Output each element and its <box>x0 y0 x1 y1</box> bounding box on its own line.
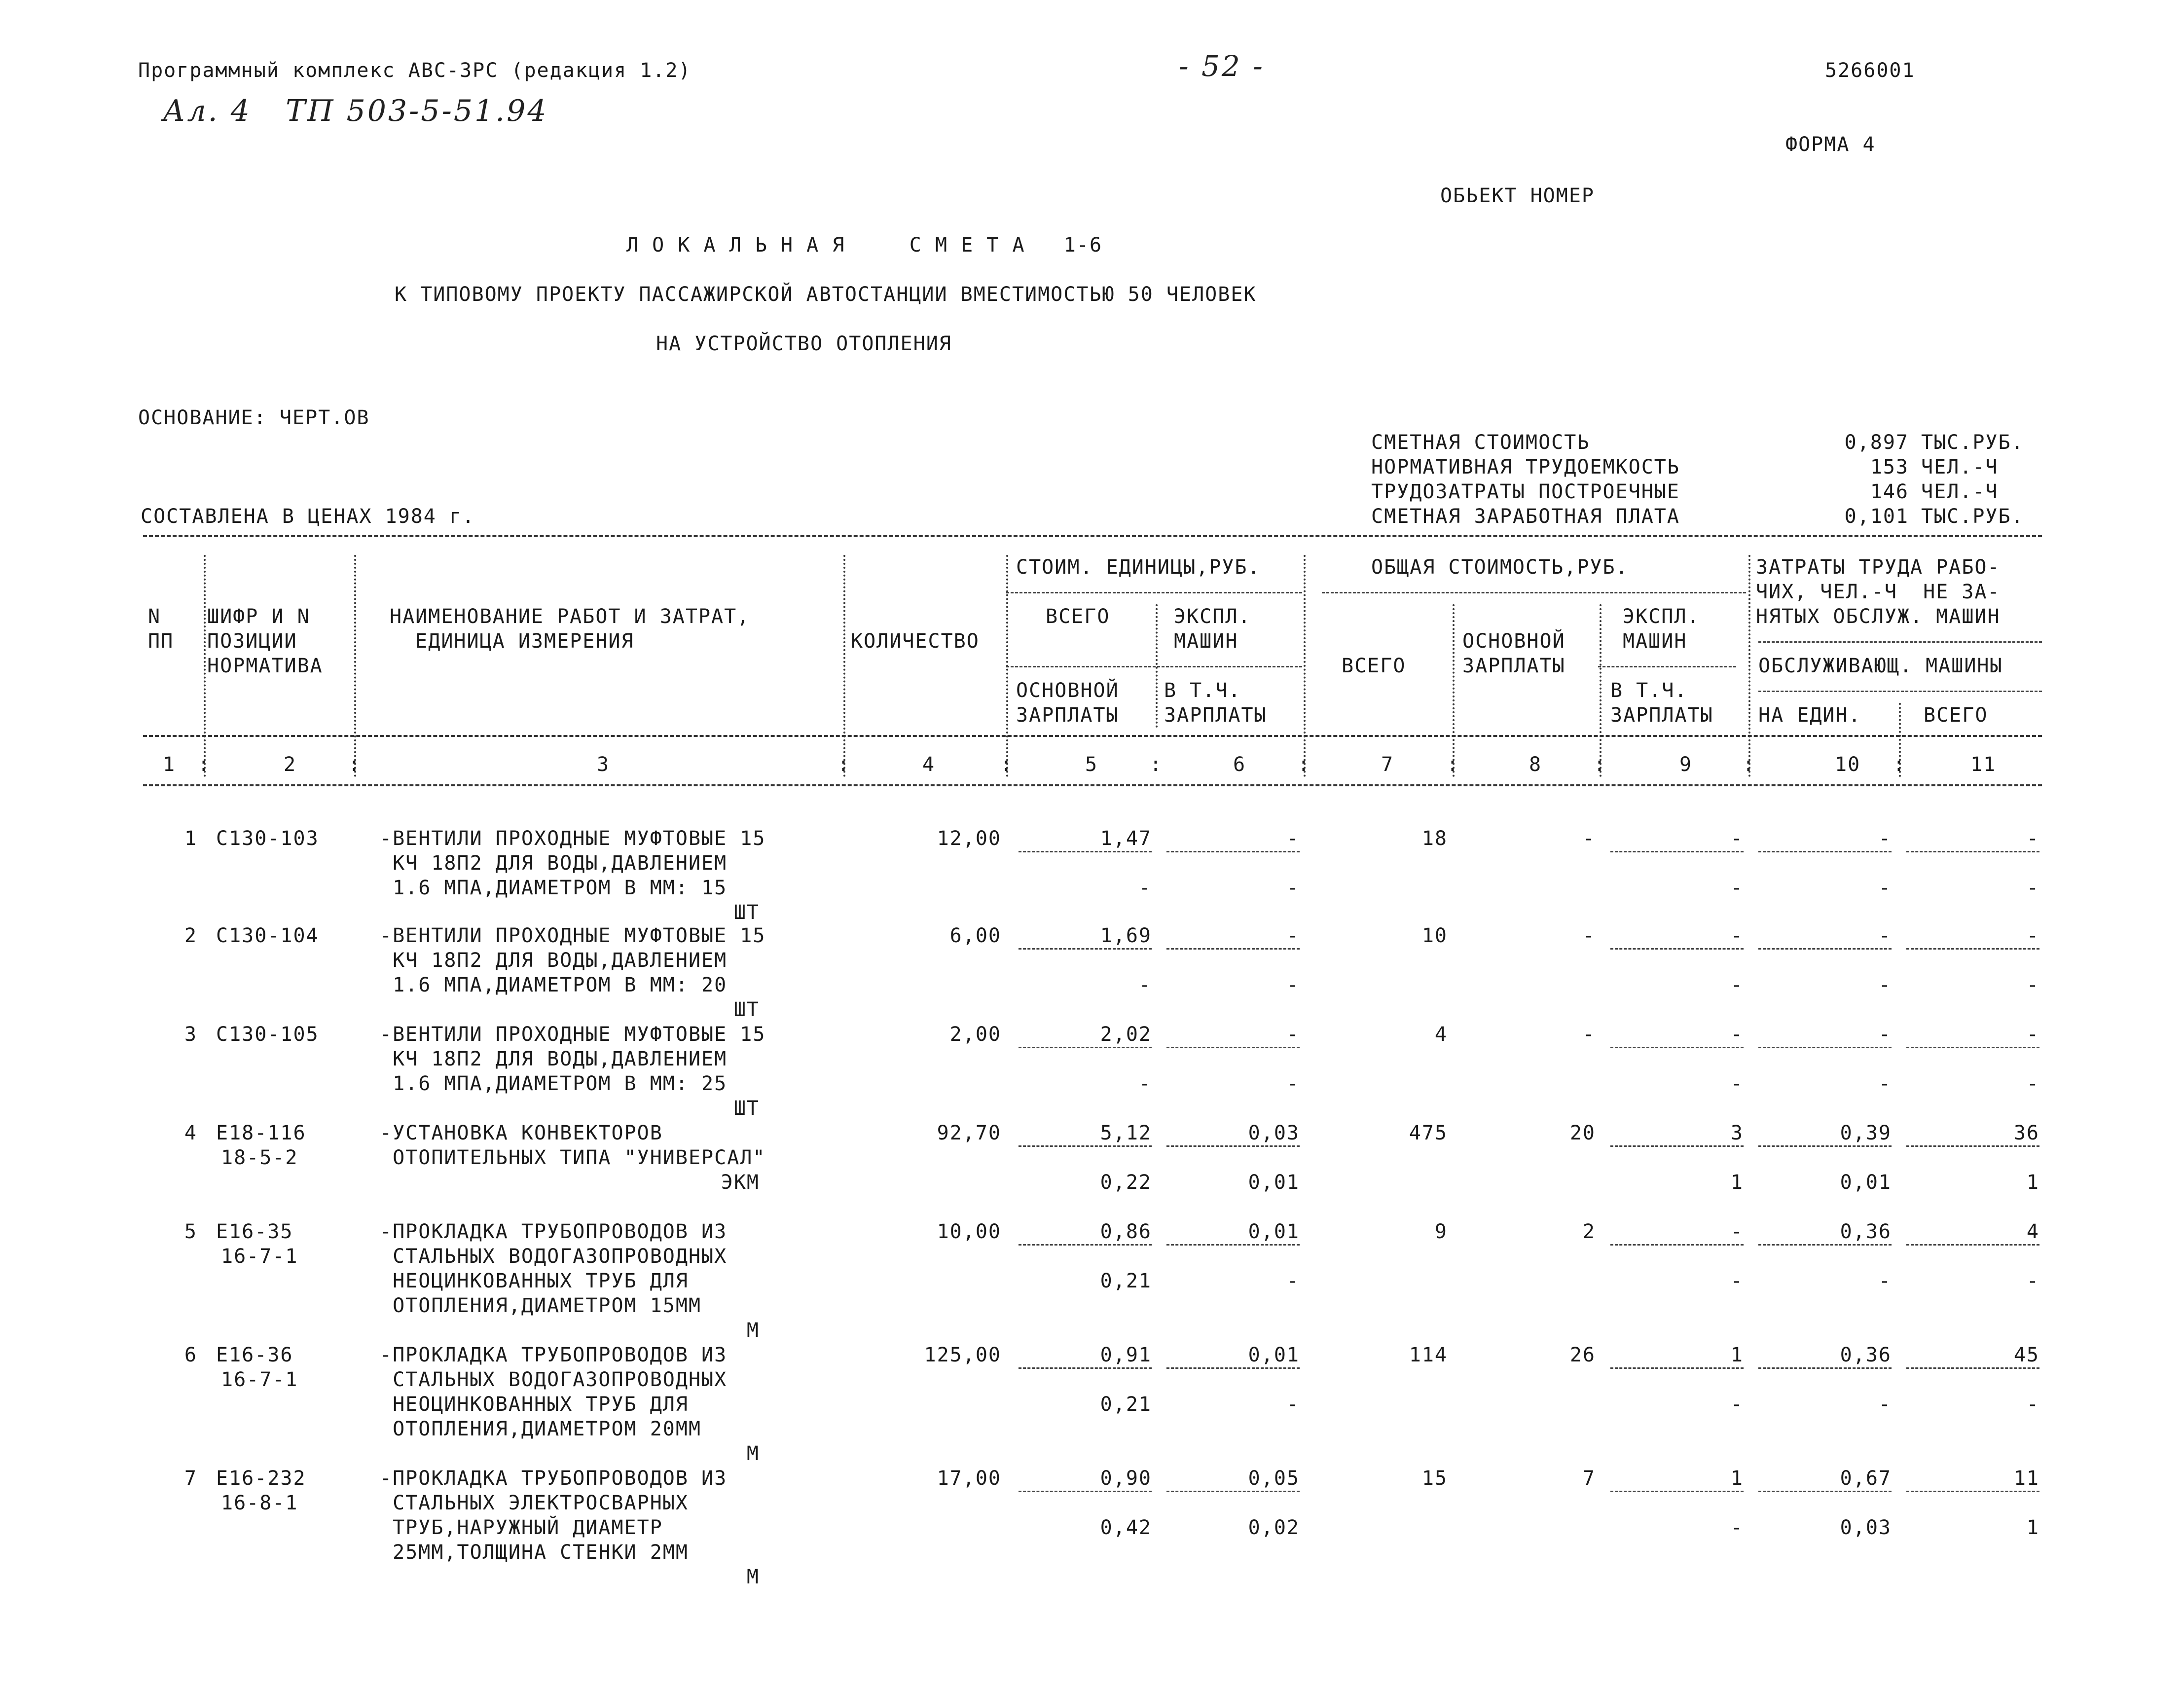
row-name-line: -ПРОКЛАДКА ТРУБОПРОВОДОВ ИЗ <box>380 1467 728 1490</box>
row-name-line: СТАЛЬНЫХ ВОДОГАЗОПРОВОДНЫХ <box>380 1245 728 1268</box>
row-servicing-per-unit: - <box>1878 974 1892 996</box>
row-labor-per-unit: - <box>1878 924 1892 947</box>
row-labor-total: - <box>2026 1023 2039 1046</box>
cell-rule <box>1906 1244 2039 1246</box>
row-name-line: -ПРОКЛАДКА ТРУБОПРОВОДОВ ИЗ <box>380 1220 728 1243</box>
row-number: 6 <box>184 1344 197 1366</box>
row-name-line: -ВЕНТИЛИ ПРОХОДНЫЕ МУФТОВЫЕ 15 <box>380 1023 766 1046</box>
cell-rule <box>1906 1145 2039 1147</box>
row-quantity: 10,00 <box>937 1220 1001 1243</box>
row-total-machines: 1 <box>1730 1344 1744 1366</box>
col-header-per-unit: НА ЕДИН. <box>1758 704 1861 727</box>
summary-label: СМЕТНАЯ СТОИМОСТЬ <box>1371 431 1590 454</box>
row-servicing-per-unit: 0,01 <box>1840 1171 1892 1194</box>
column-number-sep: : <box>837 753 851 776</box>
row-name-line: КЧ 18П2 ДЛЯ ВОДЫ,ДАВЛЕНИЕМ <box>380 949 728 972</box>
row-labor-total: 11 <box>2013 1467 2039 1490</box>
row-total-machines: - <box>1730 1220 1744 1243</box>
row-unit-cost-total: 1,69 <box>1100 924 1152 947</box>
cell-rule <box>1610 948 1744 950</box>
col-header-total-cost: ОБЩАЯ СТОИМОСТЬ,РУБ. <box>1371 556 1629 579</box>
cell-rule <box>1166 1367 1300 1369</box>
row-total-salary: 7 <box>1582 1467 1596 1490</box>
cell-rule <box>1758 1145 1892 1147</box>
document-code: 5266001 <box>1825 59 1915 82</box>
row-unit-cost-machine-salary: - <box>1286 1072 1300 1095</box>
row-quantity: 2,00 <box>949 1023 1001 1046</box>
row-servicing-total: 1 <box>2026 1516 2039 1539</box>
column-number: 1 <box>163 753 176 776</box>
cell-rule <box>1906 851 2039 852</box>
document-subtitle: К ТИПОВОМУ ПРОЕКТУ ПАССАЖИРСКОЙ АВТОСТАНЦИИ ВМЕСТИМОСТЬЮ 50 ЧЕЛОВЕК <box>395 283 1257 306</box>
row-unit-cost-machine-salary: - <box>1286 1270 1300 1292</box>
row-unit-cost-machines: - <box>1286 1023 1300 1046</box>
row-total-machines: - <box>1730 827 1744 850</box>
cell-rule <box>1019 1244 1152 1246</box>
row-labor-total: - <box>2026 827 2039 850</box>
row-name-line: СТАЛЬНЫХ ВОДОГАЗОПРОВОДНЫХ <box>380 1368 728 1391</box>
column-number-sep: : <box>1150 753 1163 776</box>
row-name-line: 1.6 МПА,ДИАМЕТРОМ В ММ: 15 <box>380 877 728 899</box>
row-labor-per-unit: 0,36 <box>1840 1344 1892 1366</box>
row-unit-cost-machines: - <box>1286 827 1300 850</box>
row-code-secondary: 16-7-1 <box>221 1368 298 1391</box>
row-total-machines: - <box>1730 1023 1744 1046</box>
row-labor-per-unit: 0,67 <box>1840 1467 1892 1490</box>
row-labor-per-unit: - <box>1878 827 1892 850</box>
object-label: ОБЬЕКТ НОМЕР <box>1440 184 1595 207</box>
column-number: 10 <box>1835 753 1861 776</box>
row-number: 2 <box>184 924 197 947</box>
summary-label: НОРМАТИВНАЯ ТРУДОЕМКОСТЬ <box>1371 456 1680 478</box>
row-code: С130-104 <box>216 924 319 947</box>
col-header-machines: ЭКСПЛ. МАШИН <box>1174 605 1251 653</box>
column-number-sep: : <box>1594 753 1607 776</box>
row-servicing-per-unit: - <box>1878 1072 1892 1095</box>
cell-rule <box>1610 1367 1744 1369</box>
row-unit: ЭКМ <box>721 1171 760 1194</box>
row-unit-cost-total: 2,02 <box>1100 1023 1152 1046</box>
row-unit-cost-salary: 0,21 <box>1100 1270 1152 1292</box>
row-name-line: НЕОЦИНКОВАННЫХ ТРУБ ДЛЯ <box>380 1270 689 1292</box>
row-unit: М <box>746 1566 760 1588</box>
row-unit: М <box>746 1319 760 1342</box>
cell-rule <box>1166 1047 1300 1048</box>
row-code: С130-105 <box>216 1023 319 1046</box>
form-label: ФОРМА 4 <box>1785 133 1876 156</box>
row-name-line: 1.6 МПА,ДИАМЕТРОМ В ММ: 20 <box>380 974 728 996</box>
rule <box>1598 666 1736 667</box>
rule <box>1322 592 1746 593</box>
header-top-rule <box>143 535 2042 537</box>
column-number-sep: : <box>1000 753 1014 776</box>
cell-rule <box>1019 851 1152 852</box>
row-quantity: 92,70 <box>937 1122 1001 1144</box>
col-separator <box>1899 703 1901 777</box>
row-code: Е18-116 <box>216 1122 306 1144</box>
row-name-line: КЧ 18П2 ДЛЯ ВОДЫ,ДАВЛЕНИЕМ <box>380 852 728 875</box>
document-title: Л О К А Л Ь Н А Я С М Е Т А 1-6 <box>626 234 1103 257</box>
column-number: 7 <box>1381 753 1394 776</box>
program-name: Программный комплекс АВС-3РС (редакция 1.2) <box>138 59 692 82</box>
cell-rule <box>1906 948 2039 950</box>
row-unit: ШТ <box>733 1097 760 1120</box>
document-subtitle-2: НА УСТРОЙСТВО ОТОПЛЕНИЯ <box>656 332 952 355</box>
row-servicing-total: - <box>2026 1072 2039 1095</box>
summary-unit: ЧЕЛ.-Ч <box>1921 456 1999 478</box>
cell-rule <box>1906 1491 2039 1492</box>
cell-rule <box>1906 1367 2039 1369</box>
col-header-incl-salary-total: В Т.Ч. ЗАРПЛАТЫ <box>1610 679 1713 727</box>
cell-rule <box>1166 1244 1300 1246</box>
row-total-machine-salary: - <box>1730 877 1744 899</box>
row-unit-cost-salary: - <box>1138 1072 1152 1095</box>
row-unit-cost-salary: 0,21 <box>1100 1393 1152 1416</box>
rule <box>1006 592 1302 593</box>
row-name-line: -ВЕНТИЛИ ПРОХОДНЫЕ МУФТОВЫЕ 15 <box>380 827 766 850</box>
row-unit-cost-salary: - <box>1138 974 1152 996</box>
col-separator <box>1453 604 1455 777</box>
row-total-machine-salary: - <box>1730 1270 1744 1292</box>
row-total-salary: 2 <box>1582 1220 1596 1243</box>
row-number: 3 <box>184 1023 197 1046</box>
row-servicing-total: 1 <box>2026 1171 2039 1194</box>
column-number: 8 <box>1529 753 1542 776</box>
rule <box>1758 641 2042 643</box>
row-total-machine-salary: 1 <box>1730 1171 1744 1194</box>
row-total-machine-salary: - <box>1730 1393 1744 1416</box>
row-unit-cost-total: 0,86 <box>1100 1220 1152 1243</box>
row-name-line: НЕОЦИНКОВАННЫХ ТРУБ ДЛЯ <box>380 1393 689 1416</box>
column-number-sep: : <box>1447 753 1460 776</box>
row-labor-per-unit: 0,36 <box>1840 1220 1892 1243</box>
row-unit-cost-machine-salary: 0,02 <box>1248 1516 1300 1539</box>
column-number-sep: : <box>1893 753 1906 776</box>
row-code: С130-103 <box>216 827 319 850</box>
row-labor-total: - <box>2026 924 2039 947</box>
summary-value: 0,101 <box>1844 505 1909 528</box>
row-total-cost: 475 <box>1409 1122 1448 1144</box>
row-quantity: 6,00 <box>949 924 1001 947</box>
row-total-salary: - <box>1582 1023 1596 1046</box>
row-name-line: 1.6 МПА,ДИАМЕТРОМ В ММ: 25 <box>380 1072 728 1095</box>
row-servicing-per-unit: 0,03 <box>1840 1516 1892 1539</box>
row-unit-cost-machine-salary: - <box>1286 974 1300 996</box>
row-unit-cost-machines: - <box>1286 924 1300 947</box>
row-unit-cost-machine-salary: 0,01 <box>1248 1171 1300 1194</box>
row-code: Е16-36 <box>216 1344 293 1366</box>
cell-rule <box>1758 1244 1892 1246</box>
row-total-machine-salary: - <box>1730 1072 1744 1095</box>
header-bottom-rule <box>143 735 2042 737</box>
row-servicing-per-unit: - <box>1878 1393 1892 1416</box>
col-header-base-salary-total: ОСНОВНОЙ ЗАРПЛАТЫ <box>1462 630 1565 677</box>
prices-label: СОСТАВЛЕНА В ЦЕНАХ 1984 г. <box>141 505 475 528</box>
col-header-labor: ЗАТРАТЫ ТРУДА РАБО- ЧИХ, ЧЕЛ.-Ч НЕ ЗА- НЯТЫХ ОБСЛУЖ. МАШИН <box>1756 556 2001 628</box>
column-number-sep: : <box>1298 753 1311 776</box>
col-separator <box>1748 555 1750 777</box>
col-header-labor-total: ВСЕГО <box>1924 704 1988 727</box>
col-header-servicing: ОБСЛУЖИВАЮЩ. МАШИНЫ <box>1758 655 2003 677</box>
row-name-line: -ВЕНТИЛИ ПРОХОДНЫЕ МУФТОВЫЕ 15 <box>380 924 766 947</box>
row-total-cost: 4 <box>1434 1023 1448 1046</box>
cell-rule <box>1758 851 1892 852</box>
col-separator <box>1304 555 1306 777</box>
row-total-salary: - <box>1582 924 1596 947</box>
summary-unit: ТЫС.РУБ. <box>1921 505 2024 528</box>
row-unit-cost-machine-salary: - <box>1286 877 1300 899</box>
cell-rule <box>1758 948 1892 950</box>
row-labor-per-unit: 0,39 <box>1840 1122 1892 1144</box>
row-labor-per-unit: - <box>1878 1023 1892 1046</box>
cell-rule <box>1906 1047 2039 1048</box>
column-number: 6 <box>1233 753 1246 776</box>
row-unit-cost-salary: 0,22 <box>1100 1171 1152 1194</box>
column-number: 2 <box>284 753 297 776</box>
row-total-machine-salary: - <box>1730 974 1744 996</box>
cell-rule <box>1610 851 1744 852</box>
row-quantity: 17,00 <box>937 1467 1001 1490</box>
col-header-incl-salary: В Т.Ч. ЗАРПЛАТЫ <box>1164 679 1267 727</box>
column-number: 4 <box>922 753 936 776</box>
row-name-line: ТРУБ,НАРУЖНЫЙ ДИАМЕТР <box>380 1516 663 1539</box>
col-separator <box>1006 555 1008 777</box>
row-servicing-total: - <box>2026 1393 2039 1416</box>
column-number-sep: : <box>348 753 362 776</box>
cell-rule <box>1758 1367 1892 1369</box>
row-total-machines: 1 <box>1730 1467 1744 1490</box>
cell-rule <box>1166 1491 1300 1492</box>
row-unit-cost-total: 1,47 <box>1100 827 1152 850</box>
row-unit-cost-total: 0,90 <box>1100 1467 1152 1490</box>
basis-label: ОСНОВАНИЕ: ЧЕРТ.ОВ <box>138 406 370 429</box>
row-unit: ШТ <box>733 998 760 1021</box>
row-total-cost: 9 <box>1434 1220 1448 1243</box>
row-labor-total: 4 <box>2026 1220 2039 1243</box>
row-labor-total: 36 <box>2013 1122 2039 1144</box>
cell-rule <box>1610 1047 1744 1048</box>
cell-rule <box>1610 1145 1744 1147</box>
row-quantity: 125,00 <box>924 1344 1001 1366</box>
row-total-cost: 18 <box>1421 827 1448 850</box>
rule <box>1006 666 1302 667</box>
col-header-base-salary: ОСНОВНОЙ ЗАРПЛАТЫ <box>1016 679 1119 727</box>
row-name-line: ОТОПЛЕНИЯ,ДИАМЕТРОМ 20ММ <box>380 1418 702 1440</box>
cell-rule <box>1758 1491 1892 1492</box>
summary-value: 146 <box>1870 480 1909 503</box>
cell-rule <box>1758 1047 1892 1048</box>
row-total-salary: 20 <box>1569 1122 1596 1144</box>
summary-label: СМЕТНАЯ ЗАРАБОТНАЯ ПЛАТА <box>1371 505 1680 528</box>
cell-rule <box>1610 1491 1744 1492</box>
row-unit-cost-machines: 0,05 <box>1248 1467 1300 1490</box>
summary-label: ТРУДОЗАТРАТЫ ПОСТРОЕЧНЫЕ <box>1371 480 1680 503</box>
row-unit-cost-machine-salary: - <box>1286 1393 1300 1416</box>
row-labor-total: 45 <box>2013 1344 2039 1366</box>
row-servicing-total: - <box>2026 1270 2039 1292</box>
row-code-secondary: 16-8-1 <box>221 1492 298 1514</box>
column-number: 5 <box>1085 753 1098 776</box>
row-number: 7 <box>184 1467 197 1490</box>
cell-rule <box>1166 851 1300 852</box>
col-separator <box>354 555 356 777</box>
column-numbers-rule <box>143 784 2042 786</box>
row-unit-cost-total: 5,12 <box>1100 1122 1152 1144</box>
cell-rule <box>1019 1367 1152 1369</box>
col-header-n: N ПП <box>148 605 174 653</box>
summary-value: 153 <box>1870 456 1909 478</box>
col-header-unit-cost: СТОИМ. ЕДИНИЦЫ,РУБ. <box>1016 556 1261 579</box>
row-unit: ШТ <box>733 901 760 924</box>
row-name-line: ОТОПИТЕЛЬНЫХ ТИПА "УНИВЕРСАЛ" <box>380 1146 766 1169</box>
summary-unit: ЧЕЛ.-Ч <box>1921 480 1999 503</box>
col-separator <box>204 555 206 777</box>
row-unit-cost-salary: 0,42 <box>1100 1516 1152 1539</box>
row-servicing-per-unit: - <box>1878 1270 1892 1292</box>
col-separator <box>1600 604 1602 777</box>
summary-unit: ТЫС.РУБ. <box>1921 431 2024 454</box>
row-code: Е16-232 <box>216 1467 306 1490</box>
col-header-all-total: ВСЕГО <box>1342 655 1406 677</box>
cell-rule <box>1166 948 1300 950</box>
row-servicing-total: - <box>2026 974 2039 996</box>
cell-rule <box>1019 948 1152 950</box>
row-name-line: 25ММ,ТОЛЩИНА СТЕНКИ 2ММ <box>380 1541 689 1564</box>
row-name-line: СТАЛЬНЫХ ЭЛЕКТРОСВАРНЫХ <box>380 1492 689 1514</box>
row-code: Е16-35 <box>216 1220 293 1243</box>
row-name-line: -ПРОКЛАДКА ТРУБОПРОВОДОВ ИЗ <box>380 1344 728 1366</box>
row-servicing-total: - <box>2026 877 2039 899</box>
row-unit-cost-machines: 0,03 <box>1248 1122 1300 1144</box>
column-number: 11 <box>1970 753 1997 776</box>
handwritten-reference: Ал. 4 ТП 503-5-51.94 <box>163 94 548 128</box>
row-number: 1 <box>184 827 197 850</box>
row-name-line: -УСТАНОВКА КОНВЕКТОРОВ <box>380 1122 663 1144</box>
cell-rule <box>1019 1491 1152 1492</box>
col-header-all: ВСЕГО <box>1046 605 1110 628</box>
row-total-cost: 114 <box>1409 1344 1448 1366</box>
row-total-machines: - <box>1730 924 1744 947</box>
row-unit-cost-total: 0,91 <box>1100 1344 1152 1366</box>
column-number-sep: : <box>1743 753 1756 776</box>
row-unit-cost-machines: 0,01 <box>1248 1220 1300 1243</box>
column-number: 9 <box>1679 753 1693 776</box>
row-unit-cost-salary: - <box>1138 877 1152 899</box>
column-number: 3 <box>597 753 610 776</box>
col-header-name: НАИМЕНОВАНИЕ РАБОТ И ЗАТРАТ, ЕДИНИЦА ИЗМЕРЕНИЯ <box>390 605 750 653</box>
row-total-salary: - <box>1582 827 1596 850</box>
rule <box>1758 691 2042 692</box>
col-header-code: ШИФР И N ПОЗИЦИИ НОРМАТИВА <box>207 605 323 677</box>
col-header-qty: КОЛИЧЕСТВО <box>851 630 980 653</box>
summary-value: 0,897 <box>1844 431 1909 454</box>
row-unit-cost-machines: 0,01 <box>1248 1344 1300 1366</box>
col-header-machines-total: ЭКСПЛ. МАШИН <box>1623 605 1700 653</box>
row-number: 4 <box>184 1122 197 1144</box>
cell-rule <box>1019 1047 1152 1048</box>
row-servicing-per-unit: - <box>1878 877 1892 899</box>
cell-rule <box>1610 1244 1744 1246</box>
row-total-salary: 26 <box>1569 1344 1596 1366</box>
column-number-sep: : <box>198 753 211 776</box>
page-number: - 52 - <box>1179 49 1265 83</box>
row-number: 5 <box>184 1220 197 1243</box>
row-name-line: КЧ 18П2 ДЛЯ ВОДЫ,ДАВЛЕНИЕМ <box>380 1048 728 1070</box>
row-code-secondary: 16-7-1 <box>221 1245 298 1268</box>
row-total-cost: 10 <box>1421 924 1448 947</box>
row-code-secondary: 18-5-2 <box>221 1146 298 1169</box>
cell-rule <box>1166 1145 1300 1147</box>
row-quantity: 12,00 <box>937 827 1001 850</box>
row-name-line: ОТОПЛЕНИЯ,ДИАМЕТРОМ 15ММ <box>380 1294 702 1317</box>
row-unit: М <box>746 1442 760 1465</box>
col-separator <box>843 555 845 777</box>
cell-rule <box>1019 1145 1152 1147</box>
col-separator <box>1156 604 1158 728</box>
row-total-machine-salary: - <box>1730 1516 1744 1539</box>
row-total-cost: 15 <box>1421 1467 1448 1490</box>
row-total-machines: 3 <box>1730 1122 1744 1144</box>
